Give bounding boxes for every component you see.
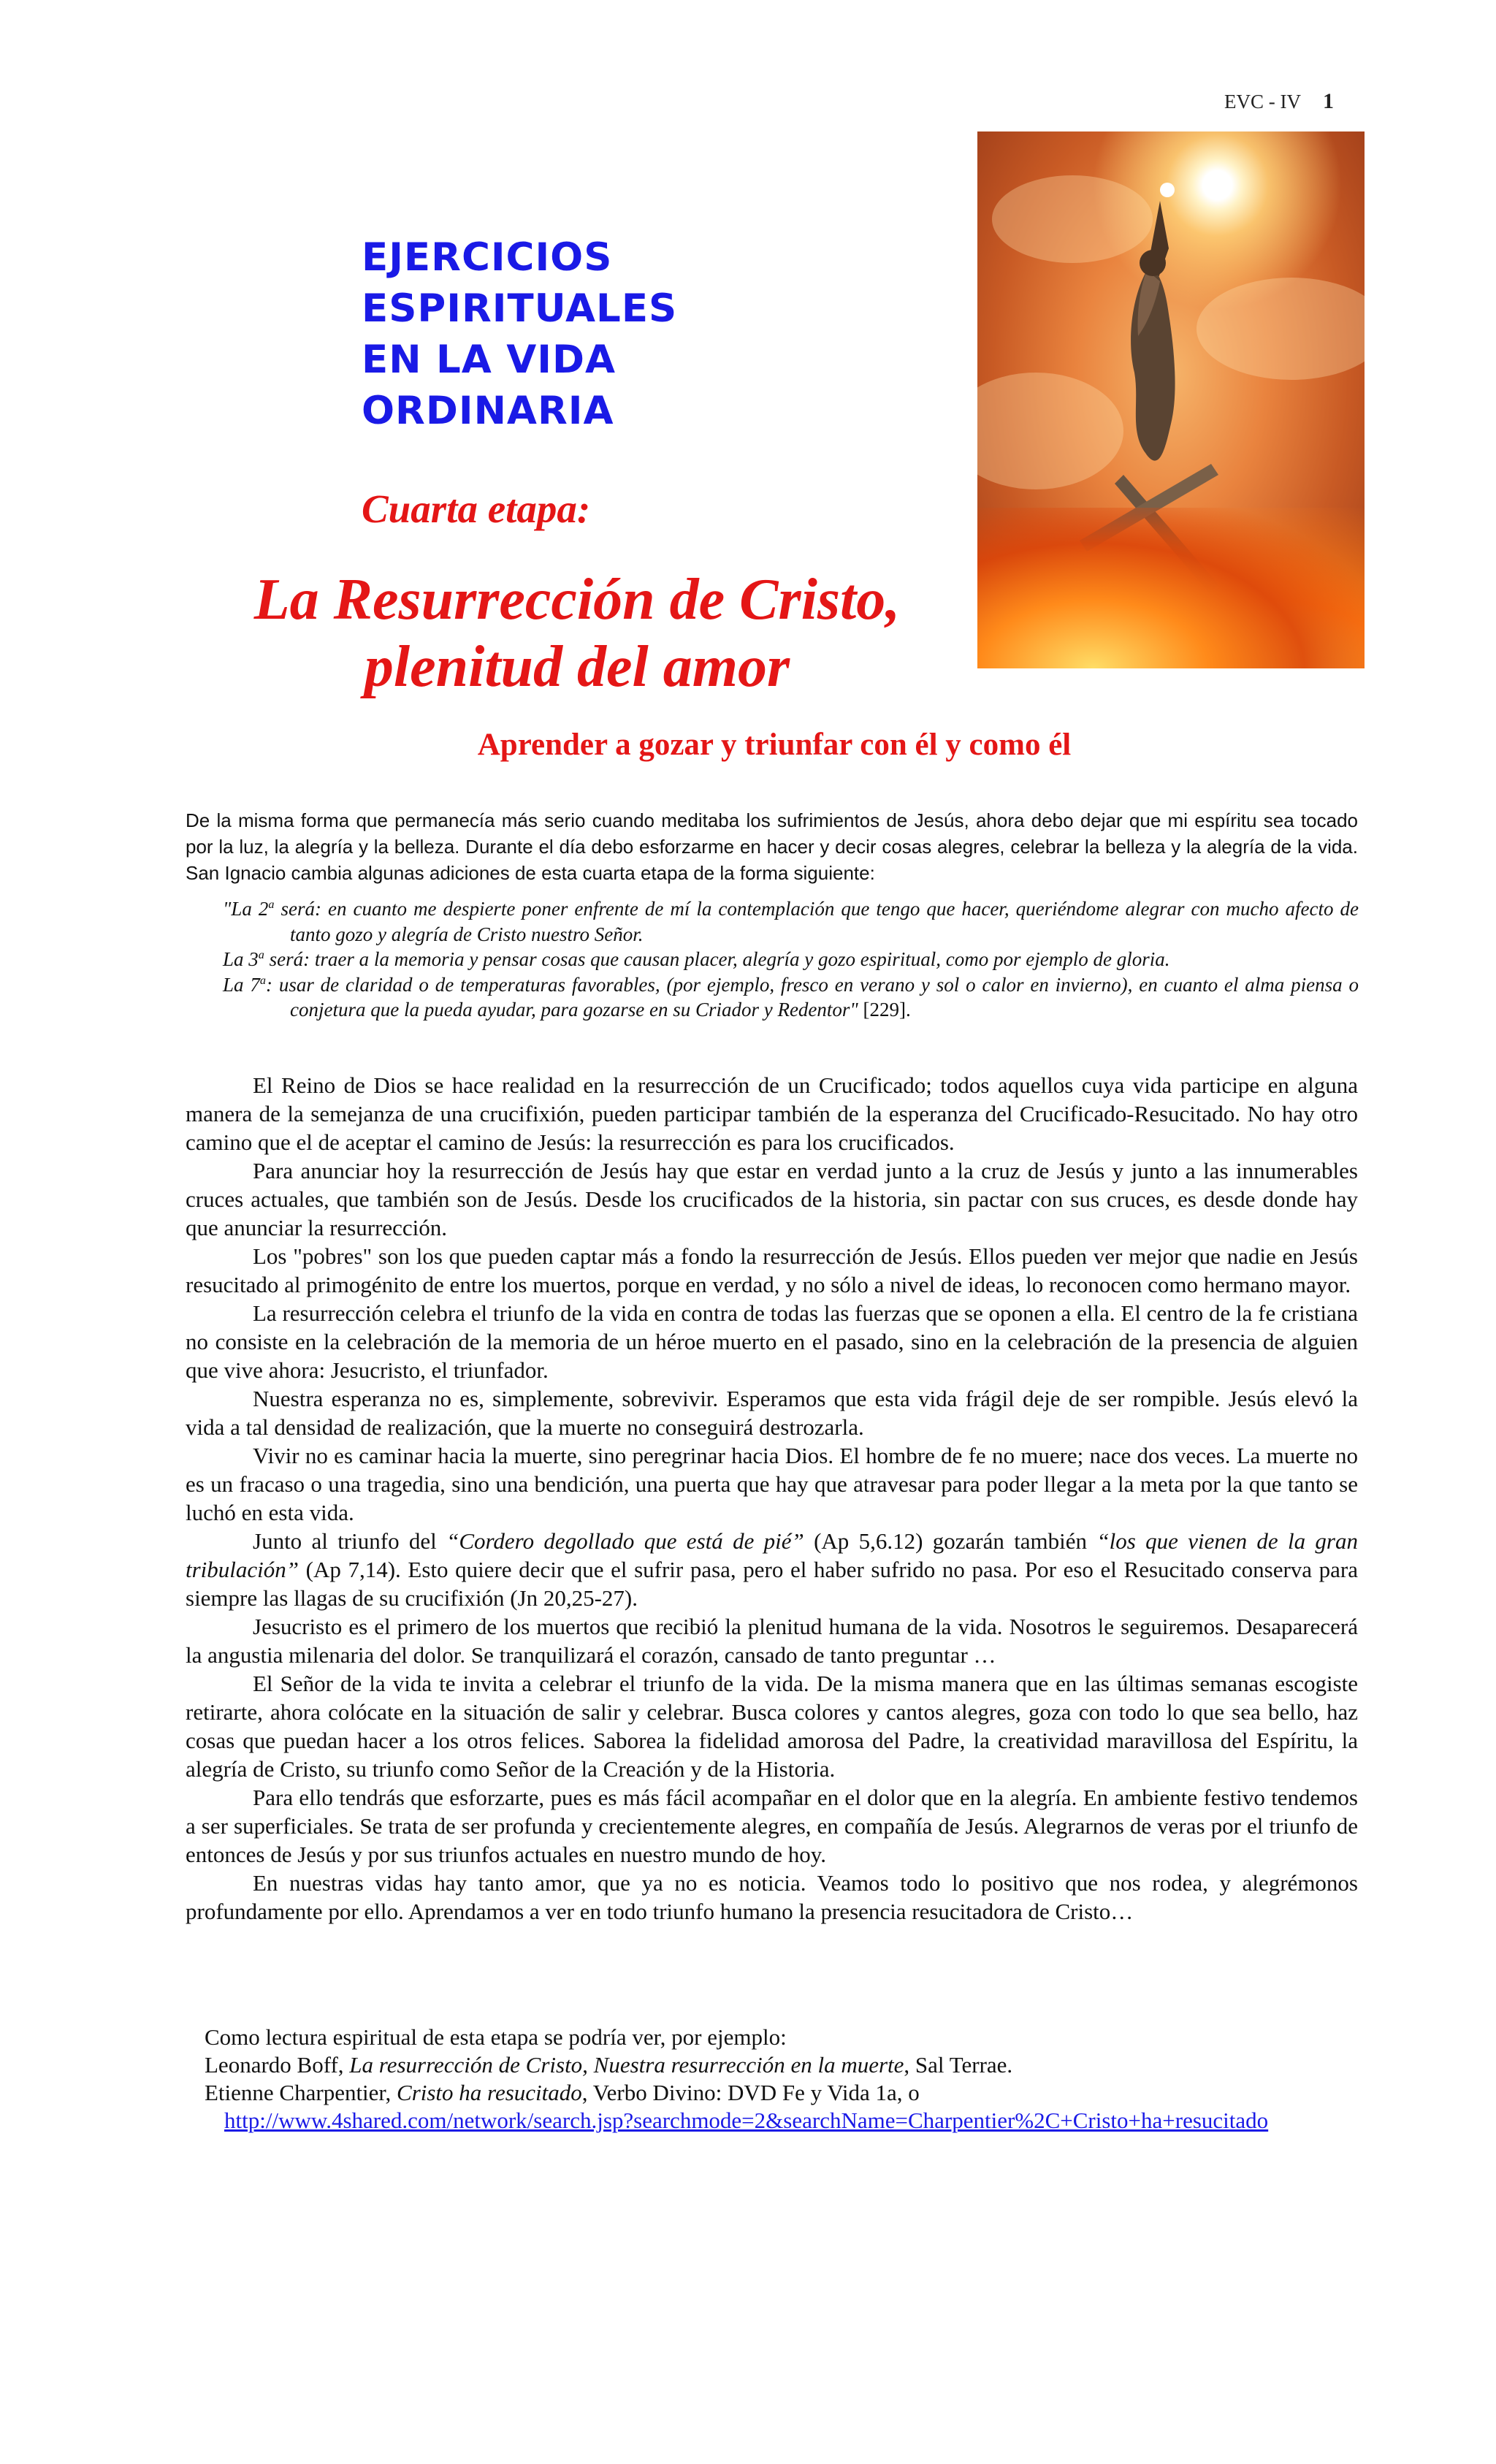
paragraph: Para ello tendrás que esforzarte, pues es más fácil acompañar en el dolor que en la alegría. En ambiente festivo tendemos a ser superficiales. Se trata de ser profunda y crecientemente alegres, en compañía de Jesús. Alegrarnos de veras por el triunfo de entonces de Jesús y por sus triunfos actuales en nuestro mundo de hoy. [186,1785,1358,1867]
spiritual-reading [205,2024,1402,2135]
paragraph: Junto al triunfo del “Cordero degollado que está de pié” (Ap 5,6.12) gozarán también “los que vienen de la gran tribulación” (Ap 7,14). Esto quiere decir que el sufrir pasa, pero el haber sufrido no pasa. Por eso el Resucitado conserva para siempre las llagas de su crucifixión (Jn 20,25-27). [186,1528,1358,1611]
paragraph: El Reino de Dios se hace realidad en la resurrección de un Crucificado; todos aquellos cuya vida participe en alguna manera de la semejanza de una crucifixión, pueden participar también de la esperanza del Crucificado-Resucitado. No hay otro camino que el de aceptar el camino de Jesús: la resurrección es para los crucificados. [186,1072,1358,1155]
paragraph: Nuestra esperanza no es, simplemente, sobrevivir. Esperamos que esta vida frágil deje de ser rompible. Jesús elevó la vida a tal densidad de realización, que la muerte no conseguirá destrozarla. [186,1386,1358,1440]
reading-charpentier: Etienne Charpentier, Cristo ha resucitado, Verbo Divino: DVD Fe y Vida 1a, o [205,2080,920,2105]
risen-christ-image [977,131,1365,668]
quote-3: La 3$^a$ será: traer a la memoria y pensar cosas que causan placer, alegría y gozo espiritual, como por ejemplo de gloria. [223,948,1170,970]
title-line: EN LA VIDA [362,337,617,382]
document-code: EVC - IV [1224,91,1301,112]
intro-paragraph: De la misma forma que permanecía más serio cuando meditaba los sufrimientos de Jesús, ahora debo dejar que mi espíritu sea tocado por la luz, la alegría y la belleza. Durante el día debo esforzarme en hacer y decir cosas alegres, celebrar la belleza y la alegría de la vida. San Ignacio cambia algunas adiciones de esta cuarta etapa de la forma siguiente: [186,809,1358,884]
reading-intro: Como lectura espiritual de esta etapa se podría ver, por ejemplo: [205,2024,787,2050]
paragraph: Jesucristo es el primero de los muertos que recibió la plenitud humana de la vida. Nosotros le seguiremos. Desaparecerá la angustia milenaria del dolor. Se tranquilizará el corazón, cansado de tanto preguntar … [186,1614,1358,1668]
stage-label: Cuarta etapa: [362,487,591,531]
reading-boff: Leonardo Boff, La resurrección de Cristo, Nuestra resurrección en la muerte, Sal Terrae. [205,2052,1013,2078]
paragraph: En nuestras vidas hay tanto amor, que ya no es noticia. Veamos todo lo positivo que nos rodea, y alegrémonos profundamente por ello. Aprendamos a ver en todo triunfo humano la presencia resucitadora de Cristo… [186,1870,1358,1924]
paragraph: La resurrección celebra el triunfo de la vida en contra de todas las fuerzas que se oponen a ella. El centro de la fe cristiana no consiste en la celebración de la memoria de un héroe muerto en el pasado, sino en la celebración de la presencia de alguien que vive ahora: Jesucristo, el triunfador. [186,1300,1358,1383]
page-number: 1 [1322,89,1334,113]
paragraph: Vivir no es caminar hacia la muerte, sino peregrinar hacia Dios. El hombre de fe no muere; nace dos veces. La muerte no es un fracaso o una tragedia, sino una bendición, una puerta que hay que atravesar para poder llegar a la meta por la que tanto se luchó en esta vida. [186,1443,1358,1525]
page-header [1224,89,1334,114]
main-title-line-2: plenitud del amor [364,635,790,699]
title-line: ESPIRITUALES [362,286,678,331]
title-line: ORDINARIA [362,389,614,433]
paragraph: Para anunciar hoy la resurrección de Jesús hay que estar en verdad junto a la cruz de Jesús y junto a las innumerables cruces actuales, que también son de Jesús. Desde los crucificados de la historia, sin pactar con sus cruces, es desde donde hay que anunciar la resurrección. [186,1158,1358,1240]
body-text [186,1071,1358,1926]
main-title [219,566,935,701]
title-line: EJERCICIOS [362,235,613,280]
flames-decoration [977,508,1365,668]
paragraph: Los "pobres" son los que pueden captar más a fondo la resurrección de Jesús. Ellos pueden ver mejor que nadie en Jesús resucitado al primogénito de entre los muertos, porque en verdad, y no sólo a nivel de ideas, lo reconocen como hermano mayor. [186,1243,1358,1297]
reading-link[interactable]: http://www.4shared.com/network/search.jsp?searchmode=2&searchName=Charpentier%2C+Cristo+ha+resucitado [224,2108,1269,2133]
ignatius-quotes [223,896,1359,1023]
quote-2: "La 2$^a$ será: en cuanto me despierte poner enfrente de mí la contemplación que tengo que hacer, queriéndome alegrar con mucho afecto de tanto gozo y alegría de Cristo nuestro Señor. [223,898,1359,945]
document-title [362,232,677,437]
quote-7: La 7$^a$: usar de claridad o de temperaturas favorables, (por ejemplo, fresco en verano y sol o calor en invierno), en cuanto el alma piensa o conjetura que la pueda ayudar, para gozarse en su Criador y Redentor" [229]. [223,973,1359,1021]
subtitle: Aprender a gozar y triunfar con él y como él [477,728,1072,762]
paragraph: El Señor de la vida te invita a celebrar el triunfo de la vida. De la misma manera que en las últimas semanas escogiste retirarte, ahora colócate en la situación de salir y celebrar. Busca colores y cantos alegres, goza con todo lo que sea bello, haz cosas que puedan hacer a los otros felices. Saborea la fidelidad amorosa del Padre, la creatividad maravillosa del Espíritu, la alegría de Cristo, su triunfo como Señor de la Creación y de la Historia. [186,1671,1358,1782]
main-title-line-1: La Resurrección de Cristo, [253,568,901,632]
